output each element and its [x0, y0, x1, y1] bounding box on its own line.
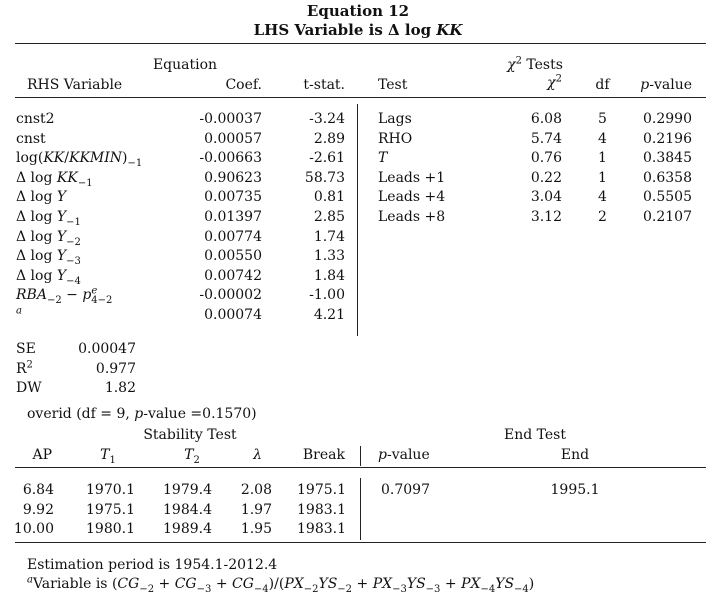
col-df: df: [595, 77, 610, 93]
df-value: 1: [598, 150, 607, 167]
stability-break: 1983.1: [297, 501, 346, 518]
col-t2: $T_2$: [184, 447, 200, 466]
stat-label: DW: [16, 380, 42, 396]
rhs-variable: Δ $\log Y_{-2}$: [16, 228, 81, 248]
overid-line: overid (df = 9, p-value =0.1570): [27, 406, 257, 422]
col-rhs-variable: RHS Variable: [27, 77, 123, 93]
col-coef: Coef.: [225, 77, 262, 93]
col-lambda: λ: [253, 447, 262, 463]
tstat-value: 0.81: [313, 189, 345, 206]
chi2-value: 5.74: [530, 130, 562, 147]
chi-test-name: Leads +4: [378, 189, 446, 206]
tstat-value: 4.21: [313, 307, 345, 323]
top-rule: [15, 43, 706, 44]
chi-pvalue: 0.5505: [643, 189, 692, 206]
rhs-variable: Δ $\log KK_{-1}$: [16, 169, 93, 189]
chi-test-name: RHO: [378, 130, 413, 147]
chi-pvalue: 0.2107: [643, 209, 692, 225]
stability-header-divider: [360, 446, 361, 466]
coef-value: 0.00057: [204, 130, 262, 147]
coef-value: 0.90623: [204, 169, 262, 186]
stat-value: 0.977: [95, 360, 136, 377]
stability-lambda: 1.95: [240, 521, 272, 537]
end-test-pvalue: 0.7097: [381, 482, 430, 498]
coef-value: 0.00774: [204, 228, 262, 245]
table-subtitle: [0, 21, 716, 39]
table-title: Equation 12: [306, 2, 410, 20]
coef-value: -0.00002: [199, 287, 262, 304]
rhs-variable: a: [16, 305, 22, 317]
rhs-variable: cnst2: [16, 111, 55, 127]
coef-value: -0.00663: [199, 150, 262, 167]
column-divider: [357, 104, 358, 336]
coef-value: 0.00742: [204, 267, 262, 284]
stability-break: 1983.1: [297, 521, 346, 537]
stability-lambda: 1.97: [240, 501, 272, 518]
df-value: 2: [598, 209, 607, 225]
stat-value: 1.82: [104, 380, 136, 396]
stability-t1: 1980.1: [86, 521, 135, 537]
tstat-value: 58.73: [304, 169, 345, 186]
chi-group-header: $\chi^2$ Tests: [507, 55, 563, 73]
chi2-value: 0.76: [530, 150, 562, 167]
tstat-value: -3.24: [309, 111, 345, 127]
chi-pvalue: 0.3845: [643, 150, 692, 167]
df-value: 5: [598, 111, 607, 127]
df-value: 1: [598, 169, 607, 186]
rhs-variable: Δ $\log Y_{-4}$: [16, 267, 81, 287]
end-test-header: End Test: [504, 427, 566, 443]
header-rule: [15, 97, 706, 98]
stability-ap: 6.84: [22, 482, 54, 498]
tstat-value: -1.00: [309, 287, 345, 304]
col-t1: $T_1$: [100, 447, 116, 466]
estimation-period: Estimation period is 1954.1-2012.4: [27, 557, 278, 573]
rhs-variable: Δ log Y: [16, 189, 67, 206]
chi-test-name: Leads +1: [378, 169, 446, 186]
stability-t2: 1979.4: [163, 482, 212, 498]
col-pvalue: p-value: [640, 77, 692, 93]
stability-body-divider: [360, 478, 361, 540]
chi-test-name: T: [378, 150, 388, 167]
col-break: Break: [302, 447, 345, 463]
stat-value: 0.00047: [78, 341, 136, 357]
col-ap: AP: [32, 447, 52, 463]
footnote: [27, 575, 534, 593]
stability-ap: 9.92: [22, 501, 54, 518]
coef-value: 0.00074: [204, 307, 262, 323]
tstat-value: 2.85: [313, 209, 345, 225]
rhs-variable: cnst: [16, 130, 46, 147]
col-chi2: $\chi^2$: [547, 73, 562, 91]
stability-header-rule: [15, 467, 706, 468]
stability-t1: 1970.1: [86, 482, 135, 498]
subtitle-prefix: LHS Variable is: [253, 21, 383, 39]
tstat-value: 1.33: [313, 248, 345, 265]
bottom-rule: [15, 542, 706, 543]
stat-label: $R^2$: [16, 358, 33, 377]
footnote-math: $(CG_{-2} + CG_{-3} + CG_{-4})/(PX_{-2}YS_{-2} + PX_{-3}YS_{-3} + PX_{-4}YS_{-4})$: [111, 576, 535, 595]
chi-pvalue: 0.2196: [643, 130, 692, 147]
tstat-value: 1.74: [313, 228, 345, 245]
df-value: 4: [598, 130, 607, 147]
subtitle-math: Δ log KK: [388, 21, 463, 39]
chi-test-name: Leads +8: [378, 209, 446, 225]
stability-lambda: 2.08: [240, 482, 272, 498]
stability-t2: 1984.4: [163, 501, 212, 518]
chi2-value: 3.12: [530, 209, 562, 225]
col-test: Test: [378, 77, 408, 93]
chi2-value: 6.08: [530, 111, 562, 127]
col-end: End: [560, 447, 590, 463]
stability-t2: 1989.4: [163, 521, 212, 537]
chi-pvalue: 0.6358: [643, 169, 692, 186]
coef-value: -0.00037: [199, 111, 262, 127]
rhs-variable: Δ $\log Y_{-1}$: [16, 209, 81, 228]
coef-value: 0.00735: [204, 189, 262, 206]
equation-group-header: Equation: [152, 57, 218, 73]
col-end-pvalue: p-value: [378, 447, 430, 463]
coef-value: 0.01397: [204, 209, 262, 225]
rhs-variable: $\log(KK/KKMIN)_{-1}$: [16, 150, 143, 169]
stat-label: SE: [16, 341, 36, 357]
tstat-value: 1.84: [313, 267, 345, 284]
rhs-variable: Δ $\log Y_{-3}$: [16, 248, 81, 267]
stability-t1: 1975.1: [86, 501, 135, 518]
chi2-value: 0.22: [530, 169, 562, 186]
chi-test-name: Lags: [378, 111, 412, 127]
col-tstat: t-stat.: [303, 77, 345, 93]
tstat-value: -2.61: [309, 150, 345, 167]
chi2-value: 3.04: [530, 189, 562, 206]
chi-pvalue: 0.2990: [643, 111, 692, 127]
footnote-mark: a: [27, 574, 33, 586]
rhs-variable: $RBA_{-2} - p^e_{4-2}$: [16, 285, 113, 307]
stability-ap: 10.00: [13, 521, 54, 537]
footnote-prefix: Variable is: [32, 576, 108, 592]
tstat-value: 2.89: [313, 130, 345, 147]
stability-break: 1975.1: [297, 482, 346, 498]
df-value: 4: [598, 189, 607, 206]
stability-header: Stability Test: [143, 427, 237, 443]
end-test-end: 1995.1: [550, 482, 600, 498]
coef-value: 0.00550: [204, 248, 262, 265]
